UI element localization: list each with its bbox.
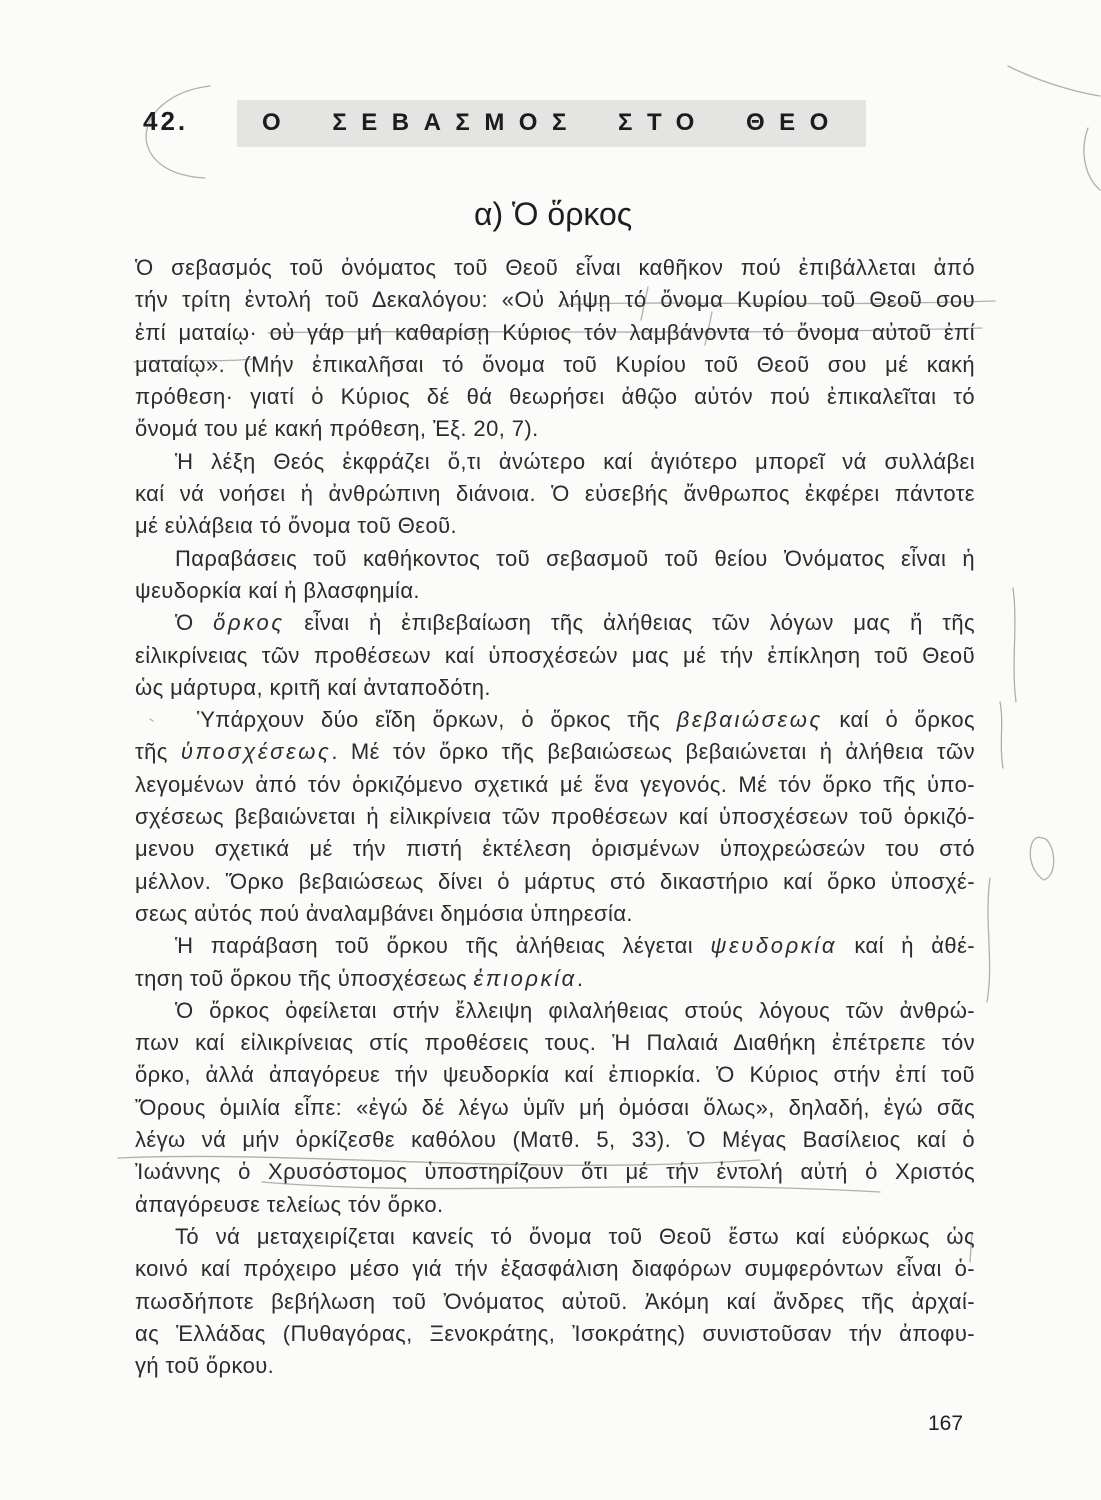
text-line: [135, 930, 975, 962]
text-run: τῆς: [135, 739, 181, 765]
pencil-mark: [1084, 128, 1100, 190]
pencil-mark: [1008, 66, 1100, 96]
text-line: πρόθεση· γιατί ὁ Κύριος δέ θά θεωρήσει ἀθῷο αὐτόν πού ἐπικαλεῖται τό: [135, 384, 975, 410]
paragraph: [135, 1221, 975, 1382]
text-line: ὡς μάρτυρα, κριτῆ καί ἀνταποδότη.: [135, 674, 491, 700]
pencil-mark: [1030, 837, 1053, 880]
text-line: εἰλικρίνειας τῶν προθέσεων καί ὑποσχέσεών μας μέ τήν ἐπίκληση τοῦ Θεοῦ: [135, 642, 975, 668]
text-line: ὄνομά του μέ κακή πρόθεση, Ἐξ. 20, 7).: [135, 416, 539, 442]
pencil-mark: [987, 878, 990, 1002]
emphasized-term: ἐπιορκία: [473, 965, 577, 991]
paragraph: [135, 446, 975, 543]
text-line: [135, 963, 975, 995]
text-line: ἐπί ματαίῳ· οὐ γάρ μή καθαρίσῃ Κύριος τόν λαμβάνοντα τό ὄνομα αὐτοῦ ἐπί: [135, 319, 975, 345]
text-line: Ἰωάννης ὁ Χρυσόστομος ὑποστηρίζουν ὅτι μέ τήν ἐντολή αὐτή ὁ Χριστός: [135, 1159, 975, 1185]
paragraph: [135, 543, 975, 608]
paragraph: [135, 995, 975, 1221]
text-run: καί ὁ ὅρκος: [822, 707, 975, 733]
text-line: μέλλον. Ὅρκο βεβαιώσεως δίνει ὁ μάρτυς στό δικαστήριο καί ὅρκο ὑποσχέ-: [135, 868, 975, 894]
paragraph: [135, 252, 975, 446]
text-line: πων καί εἰλικρίνειας στίς προθέσεις τους. Ἡ Παλαιά Διαθήκη ἐπέτρεπε τόν: [135, 1030, 975, 1056]
body-text: [135, 252, 975, 1382]
text-line: [135, 736, 975, 768]
text-line: Ὁ ὅρκος ὀφείλεται στήν ἔλλειψη φιλαλήθειας στούς λόγους τῶν ἀνθρώ-: [175, 997, 975, 1023]
text-line: σεως αὐτός πού ἀναλαμβάνει δημόσια ὑπηρεσία.: [135, 900, 633, 926]
text-run: Ὑπάρχουν δύο εἴδη ὅρκων, ὁ ὅρκος τῆς: [197, 707, 677, 733]
text-line: μενου σχετικά μέ τήν πιστή ἐκτέλεση ὁρισμένων ὑποχρεώσεών του στό: [135, 836, 975, 862]
text-line: ἀπαγόρευσε τελείως τόν ὅρκο.: [135, 1191, 444, 1217]
emphasized-term: βεβαιώσεως: [676, 707, 823, 733]
chapter-number: 42.: [143, 106, 189, 136]
text-line: Παραβάσεις τοῦ καθήκοντος τοῦ σεβασμοῦ τοῦ θείου Ὀνόματος εἶναι ἡ: [175, 545, 975, 571]
text-run: τηση τοῦ ὅρκου τῆς ὑποσχέσεως: [135, 965, 474, 991]
text-line: Τό νά μεταχειρίζεται κανείς τό ὄνομα τοῦ Θεοῦ ἔστω καί εὐόρκως ὡς: [175, 1223, 975, 1249]
text-line: [135, 607, 975, 639]
text-run: καί ἡ ἀθέ-: [837, 933, 975, 959]
text-run: .: [576, 965, 584, 991]
emphasized-term: ὅρκος: [213, 610, 285, 636]
text-run: Ὁ: [175, 610, 214, 636]
section-heading: α) Ὁ ὅρκος: [474, 196, 633, 232]
chapter-title: Ο ΣΕΒΑΣΜΟΣ ΣΤΟ ΘΕΟ: [262, 109, 843, 136]
text-line: Ἡ λέξη Θεός ἐκφράζει ὅ,τι ἀνώτερο καί ἁγιότερο μπορεῖ νά συλλάβει: [175, 448, 975, 474]
emphasized-term: ὑποσχέσεως: [180, 739, 332, 765]
text-line: ὅρκο, ἀλλά ἀπαγόρευε τήν ψευδορκία καί ἐπιορκία. Ὁ Κύριος στήν ἐπί τοῦ: [135, 1062, 975, 1088]
pencil-mark: [1000, 702, 1003, 768]
paragraph: [135, 607, 975, 704]
paragraph: [135, 930, 975, 995]
text-line: λέγω νά μήν ὁρκίζεσθε καθόλου (Ματθ. 5, 33). Ὁ Μέγας Βασίλειος καί ὁ: [135, 1127, 975, 1153]
text-line: γή τοῦ ὅρκου.: [135, 1353, 275, 1379]
text-run: εἶναι ἡ ἐπιβεβαίωση τῆς ἀλήθειας τῶν λόγων μας ἤ τῆς: [284, 610, 976, 636]
text-line: καί νά νοήσει ἡ ἀνθρώπινη διάνοια. Ὁ εὐσεβής ἄνθρωπος ἐκφέρει πάντοτε: [135, 481, 975, 507]
text-line: τήν τρίτη ἐντολή τοῦ Δεκαλόγου: «Οὐ λήψῃ τό ὄνομα Κυρίου τοῦ Θεοῦ σου: [135, 287, 975, 313]
text-line: σχέσεως βεβαιώνεται ἡ εἰλικρίνεια τῶν προθέσεων καί ὑποσχέσεων τοῦ ὁρκιζό-: [135, 804, 975, 830]
text-line: ματαίῳ». (Μήν ἐπικαλῆσαι τό ὄνομα τοῦ Κυρίου τοῦ Θεοῦ σου μέ κακή: [135, 351, 975, 377]
text-line: Ὁ σεβασμός τοῦ ὀνόματος τοῦ Θεοῦ εἶναι καθῆκον πού ἐπιβάλλεται ἀπό: [135, 255, 975, 280]
text-line: ψευδορκία καί ἡ βλασφημία.: [135, 577, 420, 603]
page-number: 167: [928, 1412, 964, 1435]
text-line: [135, 704, 975, 736]
text-line: Ὄρους ὁμιλία εἶπε: «ἐγώ δέ λέγω ὑμῖν μή ὀμόσαι ὅλως», δηλαδή, ἐγώ σᾶς: [135, 1094, 975, 1120]
text-run: Ἡ παράβαση τοῦ ὅρκου τῆς ἀλήθειας λέγεται: [175, 933, 711, 959]
paragraph: [135, 704, 975, 930]
pencil-mark: [1013, 588, 1016, 702]
text-line: κοινό καί πρόχειρο μέσο γιά τήν ἐξασφάλιση διαφόρων συμφερόντων εἶναι ὁ-: [135, 1256, 975, 1282]
text-line: λεγομένων ἀπό τόν ὁρκιζόμενο σχετικά μέ ἕνα γεγονός. Μέ τόν ὅρκο τῆς ὑπο-: [135, 771, 975, 797]
text-line: μέ εὐλάβεια τό ὄνομα τοῦ Θεοῦ.: [135, 513, 458, 539]
text-run: . Μέ τόν ὅρκο τῆς βεβαιώσεως βεβαιώνεται ἡ ἀλήθεια τῶν: [331, 739, 975, 765]
text-line: πωσδήποτε βεβήλωση τοῦ Ὀνόματος αὐτοῦ. Ἀκόμη καί ἄνδρες τῆς ἀρχαί-: [135, 1288, 975, 1314]
text-line: ας Ἑλλάδας (Πυθαγόρας, Ξενοκράτης, Ἰσοκράτης) συνιστοῦσαν τήν ἀποφυ-: [135, 1320, 975, 1346]
emphasized-term: ψευδορκία: [710, 933, 838, 959]
